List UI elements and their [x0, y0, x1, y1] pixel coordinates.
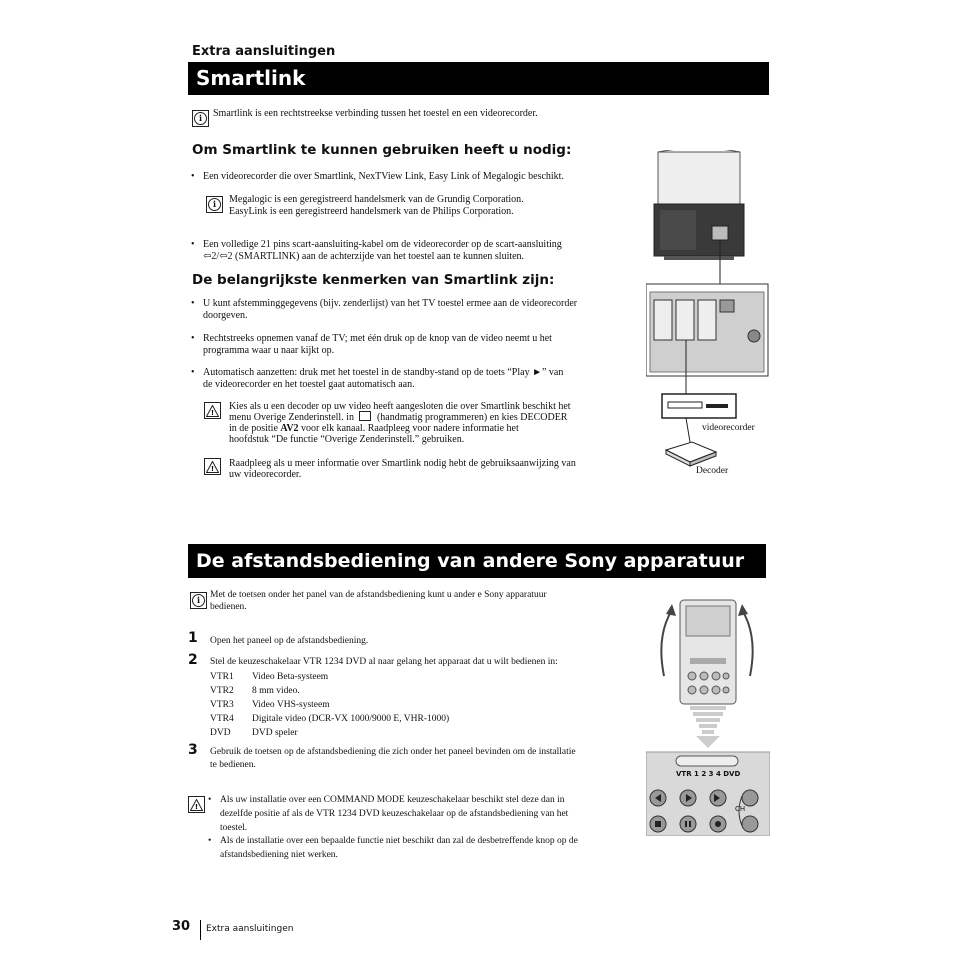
- mode-code: DVD: [210, 728, 231, 738]
- note-2-line2: afstandsbediening niet werken.: [220, 850, 338, 860]
- mode-row: [210, 684, 449, 698]
- warn1-av2: AV2: [280, 423, 299, 434]
- section-label: Extra aansluitingen: [192, 44, 336, 59]
- features-heading: De belangrijkste kenmerken van Smartlink zijn:: [192, 272, 555, 288]
- footer-divider: [200, 920, 201, 940]
- note-2-line1: • Als de installatie over een bepaalde functie niet beschikt dan zal de desbetreffende knop op de: [220, 835, 578, 848]
- mode-row: [210, 712, 449, 726]
- decoder-label: Decoder: [696, 466, 729, 476]
- feature-3-cont: de videorecorder en het toestel gaat automatisch aan.: [203, 379, 415, 390]
- need-bullet-2: • Een volledige 21 pins scart-aansluiting-kabel om de videorecorder op de scart-aansluiting: [203, 238, 562, 251]
- warn2-line2: uw videorecorder.: [229, 469, 302, 480]
- mode-row: [210, 726, 449, 740]
- svg-text:!: !: [210, 464, 215, 473]
- need-bullet-2-cont: ⇦2/⇦2 (SMARTLINK) aan de achterzijde van het toestel aan te kunnen sluiten.: [203, 251, 525, 262]
- info-icon: i: [190, 592, 207, 609]
- remote-intro-1: Met de toetsen onder het panel van de afstandsbediening kunt u ander e Sony apparatuur: [210, 590, 547, 600]
- warning-icon: [188, 796, 205, 813]
- mode-desc: DVD speler: [252, 728, 298, 738]
- vtr-switch-label: VTR 1 2 3 4 DVD: [676, 770, 741, 778]
- remote-control-figure: [646, 596, 770, 836]
- note-1-line3: toestel.: [220, 823, 248, 833]
- step-3-line2: te bedienen.: [210, 760, 256, 770]
- mode-row: [210, 670, 449, 684]
- remote-title: De afstandsbediening van andere Sony apparatuur: [188, 544, 766, 578]
- step-1: Open het paneel op de afstandsbediening.: [210, 636, 369, 646]
- mode-code: VTR3: [210, 700, 234, 710]
- mode-desc: 8 mm video.: [252, 686, 300, 696]
- warn1-line3a: in de positie: [229, 423, 278, 434]
- info-icon: i: [192, 110, 209, 127]
- warn1-line3c: voor elk kanaal. Raadpleeg voor nadere informatie het: [301, 423, 519, 434]
- mode-list: [210, 670, 449, 740]
- need-bullet-1: • Een videorecorder die over Smartlink, NexTView Link, Easy Link of Megalogic beschikt.: [203, 170, 564, 183]
- menu-icon: [359, 411, 371, 421]
- mode-row: [210, 698, 449, 712]
- mode-code: VTR2: [210, 686, 234, 696]
- mode-desc: Video Beta-systeem: [252, 672, 329, 682]
- step-2-number: 2: [188, 652, 198, 668]
- warn1-line2a: menu Overige Zenderinstell. in: [229, 412, 354, 423]
- svg-text:!: !: [194, 802, 199, 811]
- need-heading: Om Smartlink te kunnen gebruiken heeft u nodig:: [192, 142, 572, 158]
- warning-icon: [204, 458, 221, 475]
- page-number: 30: [172, 919, 191, 934]
- step-1-number: 1: [188, 630, 198, 646]
- ch-label: CH: [735, 805, 746, 813]
- note-1-line2: dezelfde positie af als de VTR 1234 DVD keuzeschakelaar op de afstandsbediening van het: [220, 809, 569, 819]
- feature-2: • Rechtstreeks opnemen vanaf de TV; met één druk op de knop van de video neemt u het: [203, 332, 552, 345]
- step-2: Stel de keuzeschakelaar VTR 1234 DVD al naar gelang het apparaat dat u wilt bedienen in:: [210, 657, 558, 667]
- step-3-number: 3: [188, 742, 198, 758]
- feature-2-cont: programma waar u naar kijkt op.: [203, 345, 335, 356]
- mode-code: VTR4: [210, 714, 234, 724]
- step-3-line1: Gebruik de toetsen op de afstandsbediening die zich onder het paneel bevinden om de installatie: [210, 747, 576, 757]
- smartlink-title: Smartlink: [188, 62, 769, 95]
- smartlink-intro: Smartlink is een rechtstreekse verbinding tussen het toestel en een videorecorder.: [213, 108, 538, 119]
- trademark-1: Megalogic is een geregistreerd handelsmerk van de Grundig Corporation.: [229, 194, 524, 205]
- warn1-line4: hoofdstuk “De functie “Overige Zenderinstell.” gebruiken.: [229, 434, 465, 445]
- feature-1-cont: doorgeven.: [203, 310, 248, 321]
- remote-intro-2: bedienen.: [210, 602, 247, 612]
- info-icon: i: [206, 196, 223, 213]
- warn1-line1: Kies als u een decoder op uw video heeft aangesloten die over Smartlink beschikt het: [229, 401, 571, 412]
- warning-icon: [204, 402, 221, 419]
- trademark-2: EasyLink is een geregistreerd handelsmerk van de Philips Corporation.: [229, 206, 514, 217]
- warn1-line2b: (handmatig programmeren) en kies DECODER: [376, 412, 568, 423]
- mode-desc: Digitale video (DCR-VX 1000/9000 E, VHR-1000): [252, 714, 450, 724]
- warn2-line1: Raadpleeg als u meer informatie over Smartlink nodig hebt de gebruiksaanwijzing van: [229, 458, 576, 469]
- feature-3: • Automatisch aanzetten: druk met het toestel in de standby-stand op de toets “Play ►” van: [203, 366, 563, 379]
- feature-1: • U kunt afstemminggegevens (bijv. zenderlijst) van het TV toestel ermee aan de videorecorder: [203, 297, 577, 310]
- svg-text:!: !: [210, 408, 215, 417]
- footer-section: Extra aansluitingen: [206, 924, 294, 934]
- note-1-line1: • Als uw installatie over een COMMAND MODE keuzeschakelaar beschikt stel deze dan in: [220, 794, 565, 807]
- mode-code: VTR1: [210, 672, 234, 682]
- mode-desc: Video VHS-systeem: [252, 700, 330, 710]
- vcr-label: videorecorder: [702, 423, 755, 433]
